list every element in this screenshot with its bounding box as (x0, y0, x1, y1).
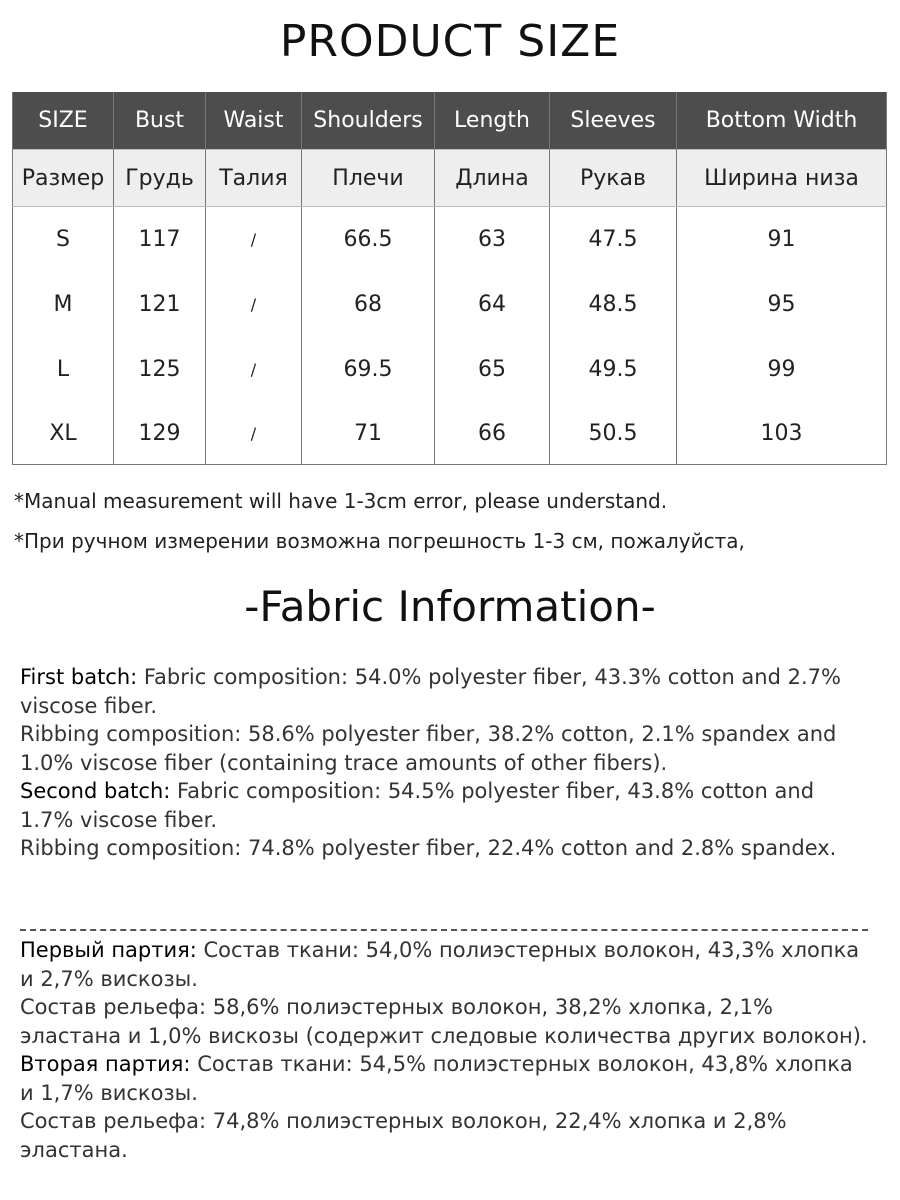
header-waist: Waist (206, 92, 302, 150)
table-cell: / (206, 337, 302, 402)
fabric-info-en (20, 663, 870, 863)
table-cell: 66 (435, 402, 550, 465)
table-cell: / (206, 402, 302, 465)
fabric-info-ru (20, 936, 870, 1164)
header-length-ru: Длина (435, 150, 550, 207)
table-cell: 63 (435, 207, 550, 273)
header-bust: Bust (114, 92, 206, 150)
second-batch-ribbing-ru: Состав рельефа: 74,8% полиэстерных волокон, 22,4% хлопка и 2,8% эластана. (20, 1109, 787, 1162)
table-cell: 65 (435, 337, 550, 402)
second-batch-label-ru: Вторая партия: (20, 1052, 191, 1076)
header-size: SIZE (13, 92, 114, 150)
table-cell: 103 (677, 402, 887, 465)
header-sleeves: Sleeves (550, 92, 677, 150)
header-shoulders-ru: Плечи (302, 150, 435, 207)
size-table (12, 92, 887, 465)
table-cell: 117 (114, 207, 206, 273)
first-batch-fabric: Fabric composition: 54.0% polyester fiber, 43.3% cotton and 2.7% viscose fiber. (20, 665, 841, 718)
table-row (13, 402, 887, 465)
first-batch-label-ru: Первый партия: (20, 938, 197, 962)
header-bust-ru: Грудь (114, 150, 206, 207)
table-cell: 125 (114, 337, 206, 402)
header-bottom-width: Bottom Width (677, 92, 887, 150)
second-batch-paragraph (20, 777, 870, 834)
fabric-section-title: -Fabric Information- (244, 582, 656, 631)
table-row (13, 207, 887, 273)
table-cell: 129 (114, 402, 206, 465)
measurement-note-ru: *При ручном измерении возможна погрешность 1-3 см, пожалуйста, (14, 529, 745, 553)
measurement-note-en: *Manual measurement will have 1-3cm error, please understand. (14, 489, 668, 513)
second-batch-paragraph-ru (20, 1050, 870, 1107)
table-cell: / (206, 207, 302, 273)
table-cell: 69.5 (302, 337, 435, 402)
table-cell: 99 (677, 337, 887, 402)
second-batch-fabric-ru: Состав ткани: 54,5% полиэстерных волокон, 43,8% хлопка и 1,7% вискозы. (20, 1052, 853, 1105)
second-batch-ribbing: Ribbing composition: 74.8% polyester fiber, 22.4% cotton and 2.8% spandex. (20, 836, 837, 860)
first-batch-paragraph (20, 663, 870, 720)
header-shoulders: Shoulders (302, 92, 435, 150)
table-cell: 68 (302, 272, 435, 337)
first-batch-ribbing: Ribbing composition: 58.6% polyester fiber, 38.2% cotton, 2.1% spandex and 1.0% viscose fiber (containing trace amounts of other fibers). (20, 722, 837, 775)
table-cell: XL (13, 402, 114, 465)
first-batch-label: First batch: (20, 665, 138, 689)
second-batch-label: Second batch: (20, 779, 171, 803)
page-title: PRODUCT SIZE (279, 16, 621, 67)
table-cell: 121 (114, 272, 206, 337)
header-length: Length (435, 92, 550, 150)
table-cell: M (13, 272, 114, 337)
header-waist-ru: Талия (206, 150, 302, 207)
table-cell: / (206, 272, 302, 337)
table-cell: 50.5 (550, 402, 677, 465)
table-header-ru (13, 150, 887, 207)
table-cell: 91 (677, 207, 887, 273)
dashed-divider (20, 929, 868, 931)
table-cell: 47.5 (550, 207, 677, 273)
header-sleeves-ru: Рукав (550, 150, 677, 207)
table-cell: 95 (677, 272, 887, 337)
table-cell: 64 (435, 272, 550, 337)
table-cell: S (13, 207, 114, 273)
table-cell: 71 (302, 402, 435, 465)
header-size-ru: Размер (13, 150, 114, 207)
table-row (13, 272, 887, 337)
first-batch-ribbing-ru: Состав рельефа: 58,6% полиэстерных волокон, 38,2% хлопка, 2,1% эластана и 1,0% вискозы (содержит следовые количества других волокон). (20, 995, 868, 1048)
second-batch-fabric: Fabric composition: 54.5% polyester fiber, 43.8% cotton and 1.7% viscose fiber. (20, 779, 815, 832)
table-cell: 49.5 (550, 337, 677, 402)
first-batch-paragraph-ru (20, 936, 870, 993)
table-cell: L (13, 337, 114, 402)
table-cell: 48.5 (550, 272, 677, 337)
first-batch-fabric-ru: Состав ткани: 54,0% полиэстерных волокон, 43,3% хлопка и 2,7% вискозы. (20, 938, 860, 991)
header-bottom-width-ru: Ширина низа (677, 150, 887, 207)
table-cell: 66.5 (302, 207, 435, 273)
table-header-en (13, 92, 887, 150)
table-row (13, 337, 887, 402)
